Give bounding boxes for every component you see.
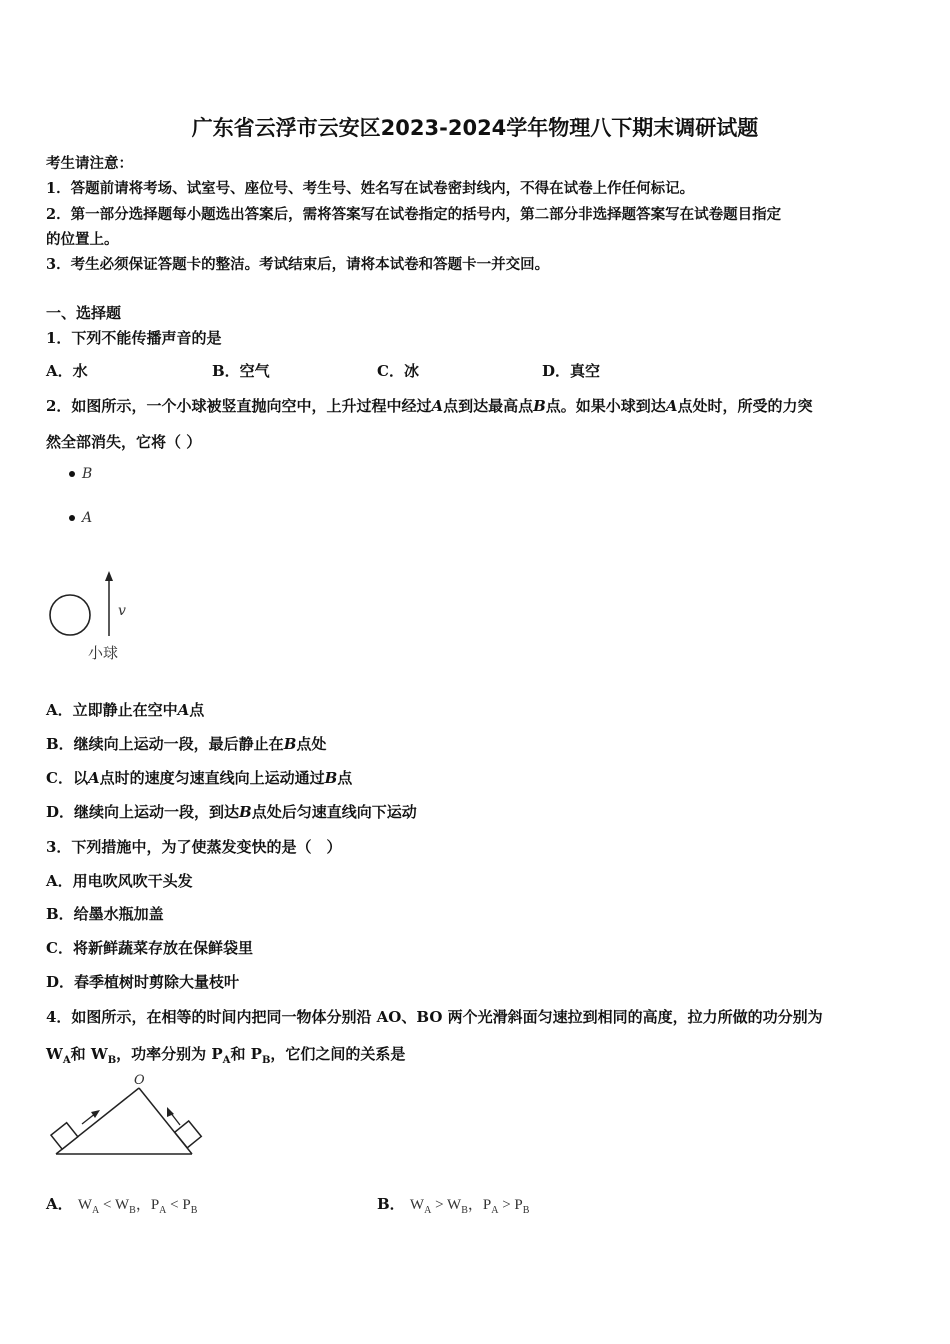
q1-option-b: B．空气 bbox=[212, 362, 270, 380]
arrow-left-head bbox=[91, 1110, 100, 1118]
notice-item-2-cont: 的位置上。 bbox=[46, 231, 119, 248]
q1-option-d: D．真空 bbox=[542, 362, 601, 380]
q1-stem: 1．下列不能传播声音的是 bbox=[46, 329, 222, 347]
q4-option-b-expr: $W_A > W_B$，$P_A > P_B$ bbox=[409, 1197, 530, 1216]
q2-stem-line2: 然全部消失，它将（ ） bbox=[46, 433, 202, 451]
q1-option-a: A．水 bbox=[46, 362, 88, 380]
ball-caption: 小球 bbox=[88, 644, 119, 662]
notice-item-1: 1．答题前请将考场、试室号、座位号、考生号、姓名写在试卷密封线内，不得在试卷上作任何标记。 bbox=[46, 180, 695, 197]
q2-option-d: D．继续向上运动一段，到达B点处后匀速直线向下运动 bbox=[46, 803, 417, 821]
q4-stem-line1: 4．如图所示，在相等的时间内把同一物体分别沿 AO、BO 两个光滑斜面匀速拉到相同的高度，拉力所做的功分别为 bbox=[46, 1008, 823, 1026]
q3-option-b: B．给墨水瓶加盖 bbox=[46, 905, 164, 923]
q4-option-a: A． $W_A < W_B$，$P_A < P_B$ bbox=[46, 1195, 198, 1216]
ball bbox=[50, 595, 90, 635]
arrow-head bbox=[105, 571, 113, 581]
page-title: 广东省云浮市云安区2023-2024学年物理八下期末调研试题 bbox=[191, 116, 759, 140]
q4-stem-line2: $W_A$和 $W_B$，功率分别为 $P_A$和 $P_B$，它们之间的关系是 bbox=[46, 1045, 406, 1066]
notice-heading: 考生请注意： bbox=[46, 155, 133, 172]
q2-option-a: A．立即静止在空中A点 bbox=[46, 701, 205, 719]
point-b-dot bbox=[69, 471, 75, 477]
label-v: v bbox=[118, 603, 126, 619]
q3-stem: 3．下列措施中，为了使蒸发变快的是（ ） bbox=[46, 838, 342, 856]
label-a: A bbox=[82, 510, 93, 526]
block-left bbox=[51, 1123, 78, 1150]
label-o: O bbox=[134, 1073, 145, 1088]
notice-item-3: 3．考生必须保证答题卡的整洁。考试结束后，请将本试卷和答题卡一并交回。 bbox=[46, 256, 550, 273]
block-right bbox=[175, 1121, 202, 1148]
q2-option-c: C．以A点时的速度匀速直线向上运动通过B点 bbox=[46, 769, 353, 787]
q4-option-b: B． $W_A > W_B$，$P_A > P_B$ bbox=[377, 1195, 530, 1216]
q3-option-c: C．将新鲜蔬菜存放在保鲜袋里 bbox=[46, 939, 253, 957]
q2-stem-line1: 2．如图所示，一个小球被竖直抛向空中，上升过程中经过A点到达最高点B点。如果小球到达A点处时，所受的力突 bbox=[46, 397, 813, 415]
q4-option-a-expr: $W_A < W_B$，$P_A < P_B$ bbox=[77, 1197, 198, 1216]
q1-option-c: C．冰 bbox=[377, 362, 419, 380]
label-b: B bbox=[82, 466, 93, 482]
point-a-dot bbox=[69, 515, 75, 521]
section-heading: 一、选择题 bbox=[46, 304, 122, 322]
q3-option-a: A．用电吹风吹干头发 bbox=[46, 872, 193, 890]
q3-option-d: D．春季植树时剪除大量枝叶 bbox=[46, 973, 240, 991]
notice-item-2: 2．第一部分选择题每小题选出答案后，需将答案写在试卷指定的括号内，第二部分非选择题答案写在试卷题目指定 bbox=[46, 206, 782, 223]
q2-option-b: B．继续向上运动一段，最后静止在B点处 bbox=[46, 735, 327, 753]
q2-figure bbox=[40, 458, 150, 668]
q4-figure bbox=[44, 1070, 214, 1164]
